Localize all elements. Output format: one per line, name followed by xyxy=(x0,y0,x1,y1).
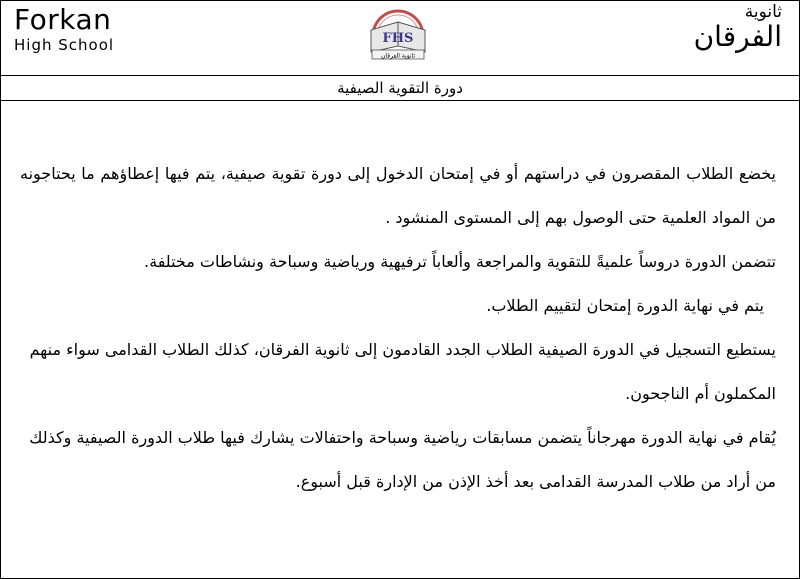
paragraph-exam: يتم في نهاية الدورة إمتحان لتقييم الطلاب. xyxy=(486,296,764,315)
svg-text:FHS: FHS xyxy=(382,31,414,46)
page-title: دورة التقوية الصيفية xyxy=(337,79,463,97)
school-logo-icon xyxy=(363,6,433,62)
brand-arabic xyxy=(694,4,782,51)
brand-arabic-name: الفرقان xyxy=(693,20,782,53)
brand-english-subtitle: High School xyxy=(14,36,115,54)
brand-english-name: Forkan xyxy=(14,3,112,36)
brand-arabic-subtitle: ثانوية xyxy=(744,2,782,22)
paragraph-registration: يستطيع التسجيل في الدورة الصيفية الطلاب الجدد القادمون إلى ثانوية الفرقان، كذلك الطلاب القدامى سواء منهم المكملون أم الناجحون. xyxy=(29,340,776,403)
svg-text:ثانوية الفرقان: ثانوية الفرقان xyxy=(380,52,416,60)
paragraph-curriculum: تتضمن الدورة دروساً علميةً للتقوية والمراجعة وألعاباً ترفيهية ورياضية وسباحة ونشاطات مختلفة. xyxy=(144,252,776,271)
paragraph-festival: يُقام في نهاية الدورة مهرجاناً يتضمن مسابقات رياضية وسباحة واحتفالات يشارك فيها طلاب الدورة الصيفية وكذلك من أراد من طلاب المدرسة القدامى بعد أخذ الإذن من الإدارة قبل أسبوع. xyxy=(29,428,776,491)
school-logo xyxy=(363,6,433,62)
brand-english xyxy=(14,3,115,54)
title-bar xyxy=(0,75,800,101)
page-header xyxy=(0,0,800,75)
paragraph-intro: يخضع الطلاب المقصرون في دراستهم أو في إمتحان الدخول إلى دورة تقوية صيفية، يتم فيها إعطاؤهم ما يحتاجونه من المواد العلمية حتى الوصول بهم إلى المستوى المنشود . xyxy=(20,164,776,227)
content-body xyxy=(20,152,776,504)
